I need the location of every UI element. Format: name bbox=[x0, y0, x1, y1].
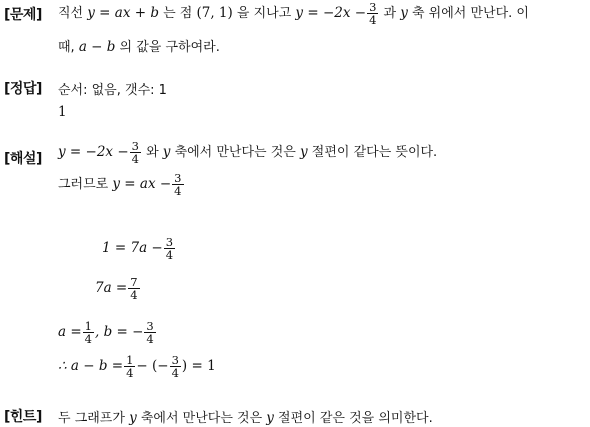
hint-tag: [힌트] bbox=[4, 409, 42, 425]
solution-line-2: 그러므로 y = ax − $\frac{3}{4}$ bbox=[58, 171, 182, 199]
answer-value: 1 bbox=[58, 104, 67, 120]
solution-step-4: ∴ a − b = $\frac{1}{4}$ − (− $\frac{3}{4}$ ) = 1 bbox=[58, 353, 216, 381]
answer-section bbox=[0, 76, 590, 126]
line-equation-2: y = −2x − bbox=[295, 5, 367, 22]
answer-tag: [정답] bbox=[4, 81, 42, 97]
solution-step-1: 1 = 7a − $\frac{3}{4}$ bbox=[102, 235, 174, 263]
line-equation: y = ax + b bbox=[87, 5, 159, 22]
problem-line-1: 직선 y = ax + b 는 점 (7, 1) 을 지나고 y = −2x − $\frac{3}{4}$ 과 y 축 위에서 만난다. 이 bbox=[58, 0, 529, 28]
solution-step-2: 7a = $\frac{7}{4}$ bbox=[95, 275, 138, 303]
point: (7, 1) bbox=[196, 5, 233, 22]
solution-line-1: y = −2x − $\frac{3}{4}$ 와 y 축에서 만난다는 것은 y 절편이 같다는 뜻이다. bbox=[58, 139, 438, 167]
problem-line-2: 때, a − b 의 값을 구하여라. bbox=[58, 39, 220, 55]
solution-tag: [해설] bbox=[4, 151, 42, 167]
answer-meta: 순서: 없음, 갯수: 1 bbox=[58, 83, 167, 98]
fraction: $\frac{3}{4}$ bbox=[369, 0, 377, 28]
solution-step-3: a = $\frac{1}{4}$ , b = − $\frac{3}{4}$ bbox=[58, 319, 154, 347]
hint-line: 두 그래프가 y 축에서 만난다는 것은 y 절편이 같은 것을 의미한다. bbox=[58, 410, 433, 426]
hint-section bbox=[0, 406, 590, 427]
problem-section bbox=[0, 0, 590, 60]
solution-section bbox=[0, 140, 590, 390]
problem-tag: [문제] bbox=[4, 7, 42, 23]
